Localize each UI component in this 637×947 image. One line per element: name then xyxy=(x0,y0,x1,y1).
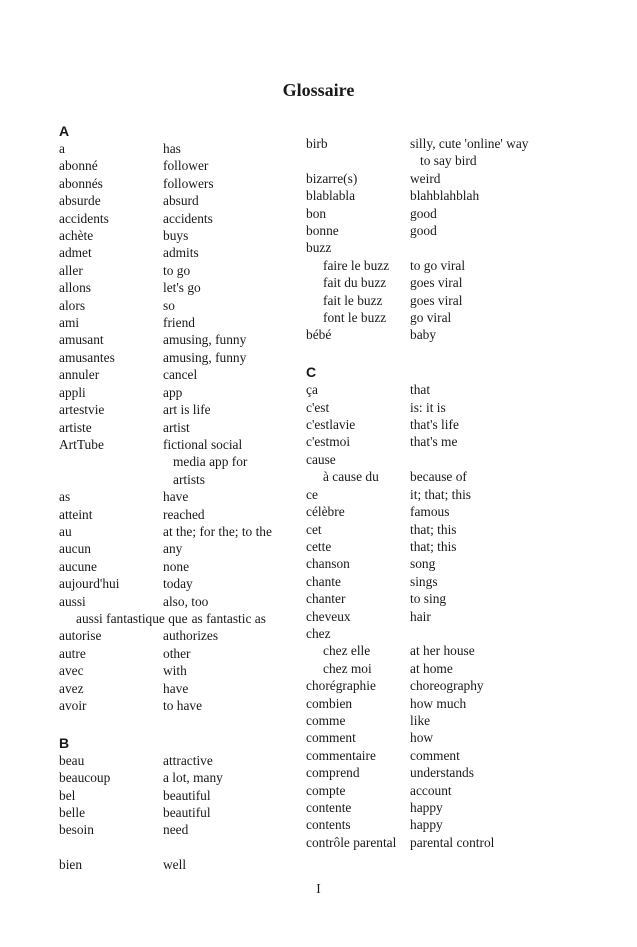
glossary-entry: admet admits xyxy=(59,245,199,261)
section-gap xyxy=(306,344,606,361)
glossary-entry: atteint reached xyxy=(59,506,205,522)
glossary-entry: au at the; for the; to the xyxy=(59,523,272,539)
line-gap xyxy=(59,839,299,856)
glossary-entry: autorise authorizes xyxy=(59,628,219,644)
glossary-entry: contrôle parental parental control xyxy=(306,834,495,850)
glossary-entry: amusant amusing, funny xyxy=(59,332,247,348)
glossary-entry-continuation: media app for xyxy=(173,454,248,470)
glossary-entry: avez have xyxy=(59,680,189,696)
glossary-entry: bien well xyxy=(59,857,187,873)
glossary-entry: ça that xyxy=(306,382,431,398)
glossary-entry: buzz xyxy=(306,240,332,256)
glossary-entry: chorégraphie choreography xyxy=(306,678,484,694)
glossary-entry: célèbre famous xyxy=(306,504,450,520)
page-title: Glossaire xyxy=(282,80,355,100)
glossary-entry: aujourd'hui today xyxy=(59,576,193,592)
glossary-entry: abonné follower xyxy=(59,158,209,174)
glossary-entry: aller to go xyxy=(59,262,191,278)
glossary-entry: autre other xyxy=(59,645,191,661)
glossary-subentry: font le buzz go viral xyxy=(323,310,452,326)
glossary-entry: cet that; this xyxy=(306,521,457,537)
glossary-subentry: faire le buzz to go viral xyxy=(323,257,466,273)
glossary-entry: cause xyxy=(306,451,336,467)
glossary-entry: cette that; this xyxy=(306,538,457,554)
glossary-entry: ce it; that; this xyxy=(306,486,472,502)
glossary-entry: accidents accidents xyxy=(59,210,213,226)
glossary-entry: bizarre(s) weird xyxy=(306,170,441,186)
section-letter-a: A xyxy=(59,123,70,139)
glossary-subentry: à cause du because of xyxy=(323,469,467,485)
glossary-entry: besoin need xyxy=(59,822,189,838)
glossary-entry: compte account xyxy=(306,782,452,798)
glossary-entry: allons let's go xyxy=(59,280,201,296)
glossary-entry: achète buys xyxy=(59,228,189,244)
glossary-entry: ami friend xyxy=(59,315,195,331)
glossary-entry: combien how much xyxy=(306,695,467,711)
glossary-entry: absurde absurd xyxy=(59,193,199,209)
glossary-entry: chanson song xyxy=(306,556,436,572)
glossary-entry: beaucoup a lot, many xyxy=(59,770,223,786)
glossary-entry: a has xyxy=(59,141,181,156)
glossary-entry: c'est is: it is xyxy=(306,399,446,415)
glossary-entry: contente happy xyxy=(306,800,443,816)
glossary-entry: artiste artist xyxy=(59,419,190,435)
glossary-entry: alors so xyxy=(59,297,175,313)
glossary-entry: bel beautiful xyxy=(59,787,211,803)
glossary-entry: commentaire comment xyxy=(306,747,460,763)
glossary-entry: c'estlavie that's life xyxy=(306,417,459,433)
glossary-subentry: fait du buzz goes viral xyxy=(323,275,463,291)
glossary-entry: artestvie art is life xyxy=(59,402,211,418)
glossary-entry: belle beautiful xyxy=(59,805,211,821)
glossary-entry: aucune none xyxy=(59,558,190,574)
page-number: I xyxy=(316,881,321,896)
glossary-entry: chante sings xyxy=(306,573,438,589)
glossary-entry-continuation: artists xyxy=(173,471,205,487)
glossary-entry: appli app xyxy=(59,384,183,400)
section-letter-c: C xyxy=(306,364,317,381)
glossary-entry: beau attractive xyxy=(59,752,213,768)
glossary-entry: avec with xyxy=(59,663,187,679)
glossary-entry: comment how xyxy=(306,730,434,746)
glossary-entry-continuation: to say bird xyxy=(420,153,477,169)
glossary-entry: chez xyxy=(306,625,331,641)
glossary-entry: bon good xyxy=(306,205,437,221)
glossary-entry: bébé baby xyxy=(306,327,437,343)
glossary-entry: chanter to sing xyxy=(306,591,447,607)
glossary-entry: comme like xyxy=(306,712,431,728)
glossary-entry: bonne good xyxy=(306,223,437,239)
glossary-entry: aucun any xyxy=(59,541,183,557)
glossary-subentry: chez moi at home xyxy=(323,660,453,676)
glossary-entry: blablabla blahblahblah xyxy=(306,188,480,204)
section-letter-b: B xyxy=(59,734,70,751)
glossary-subentry: fait le buzz goes viral xyxy=(323,292,463,308)
glossary-phrase-entry: aussi fantastique que as fantastic as xyxy=(76,610,266,626)
glossary-column-left xyxy=(59,120,299,874)
glossary-entry: abonnés followers xyxy=(59,175,214,191)
glossary-entry: ArtTube fictional social xyxy=(59,436,243,452)
glossary-entry: birb silly, cute 'online' way xyxy=(306,136,529,151)
glossary-entry: avoir to have xyxy=(59,698,203,713)
glossary-entry: as have xyxy=(59,489,189,505)
glossary-entry: aussi also, too xyxy=(59,593,209,609)
glossary-entry: c'estmoi that's me xyxy=(306,434,458,450)
glossary-entry: annuler cancel xyxy=(59,367,198,383)
glossary-entry: cheveux hair xyxy=(306,608,431,624)
glossary-entry: comprend understands xyxy=(306,765,474,781)
section-gap xyxy=(59,714,299,731)
glossary-entry: contents happy xyxy=(306,817,443,833)
glossary-column-right xyxy=(306,135,606,851)
glossary-entry: amusantes amusing, funny xyxy=(59,349,247,365)
glossary-subentry: chez elle at her house xyxy=(323,643,475,659)
